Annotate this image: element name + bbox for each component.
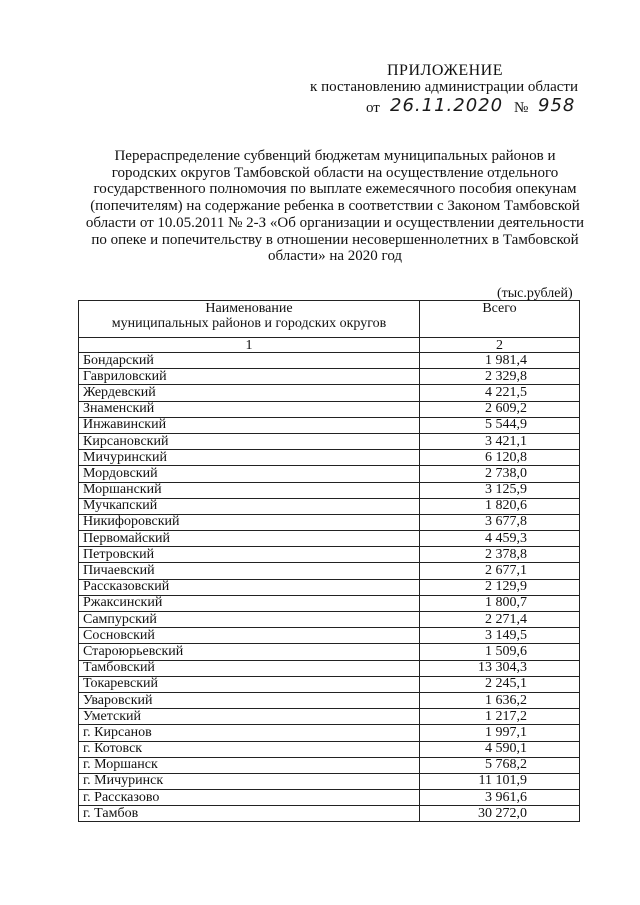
district-total: 2 329,8 bbox=[420, 369, 580, 385]
district-name: Никифоровский bbox=[79, 514, 420, 530]
district-name: Первомайский bbox=[79, 531, 420, 547]
table-row bbox=[79, 628, 580, 644]
district-name: г. Моршанск bbox=[79, 757, 420, 773]
district-total: 2 738,0 bbox=[420, 466, 580, 482]
district-name: Уваровский bbox=[79, 692, 420, 708]
title-line: государственного полномочия по выплате ежемесячного пособия опекунам bbox=[93, 181, 577, 198]
table-row bbox=[79, 369, 580, 385]
title-line: (попечителям) на содержание ребенка в соответствии с Законом Тамбовской bbox=[90, 198, 580, 215]
district-total: 4 590,1 bbox=[420, 741, 580, 757]
number-handwritten: 958 bbox=[538, 95, 576, 116]
district-name: Рассказовский bbox=[79, 579, 420, 595]
district-name: Уметский bbox=[79, 709, 420, 725]
district-total: 1 800,7 bbox=[420, 595, 580, 611]
table-row bbox=[79, 725, 580, 741]
title-line: области от 10.05.2011 № 2-З «Об организации и осуществлении деятельности bbox=[85, 214, 585, 231]
table-row bbox=[79, 482, 580, 498]
table-header-row bbox=[79, 301, 580, 338]
table-row bbox=[79, 644, 580, 660]
subsidy-table bbox=[78, 300, 580, 822]
district-total: 4 459,3 bbox=[420, 531, 580, 547]
title-line: области» на 2020 год bbox=[267, 248, 403, 265]
header-name bbox=[79, 301, 420, 338]
district-name: г. Кирсанов bbox=[79, 725, 420, 741]
district-name: Моршанский bbox=[79, 482, 420, 498]
district-name: Ржаксинский bbox=[79, 595, 420, 611]
document-title bbox=[80, 148, 590, 265]
district-total: 1 509,6 bbox=[420, 644, 580, 660]
district-total: 2 677,1 bbox=[420, 563, 580, 579]
table-row bbox=[79, 579, 580, 595]
table-row bbox=[79, 353, 580, 369]
table-row bbox=[79, 790, 580, 806]
header-name-line: Наименование bbox=[205, 301, 293, 316]
district-name: Знаменский bbox=[79, 401, 420, 417]
number-label: № bbox=[514, 100, 529, 116]
district-total: 13 304,3 bbox=[420, 660, 580, 676]
date-label: от bbox=[366, 100, 380, 116]
district-total: 2 245,1 bbox=[420, 676, 580, 692]
district-total: 5 768,2 bbox=[420, 757, 580, 773]
header-total: Всего bbox=[420, 301, 580, 338]
table-row bbox=[79, 514, 580, 530]
district-name: Мучкапский bbox=[79, 498, 420, 514]
table-row bbox=[79, 709, 580, 725]
district-total: 2 129,9 bbox=[420, 579, 580, 595]
district-total: 1 636,2 bbox=[420, 692, 580, 708]
district-name: Сосновский bbox=[79, 628, 420, 644]
date-handwritten: 26.11.2020 bbox=[390, 95, 504, 116]
district-total: 6 120,8 bbox=[420, 450, 580, 466]
table-row bbox=[79, 773, 580, 789]
appendix-title: ПРИЛОЖЕНИЕ bbox=[386, 62, 503, 79]
appendix-subtitle: к постановлению администрации области bbox=[310, 79, 578, 95]
table-row bbox=[79, 401, 580, 417]
district-total: 2 271,4 bbox=[420, 612, 580, 628]
district-total: 2 378,8 bbox=[420, 547, 580, 563]
table-row bbox=[79, 450, 580, 466]
district-name: Инжавинский bbox=[79, 417, 420, 433]
column-number: 2 bbox=[420, 338, 580, 353]
district-name: г. Тамбов bbox=[79, 806, 420, 822]
district-name: Жердевский bbox=[79, 385, 420, 401]
table-row bbox=[79, 612, 580, 628]
table-row bbox=[79, 385, 580, 401]
table-row bbox=[79, 595, 580, 611]
table-body bbox=[79, 353, 580, 822]
column-number-row bbox=[79, 338, 580, 353]
district-total: 5 544,9 bbox=[420, 417, 580, 433]
district-total: 1 997,1 bbox=[420, 725, 580, 741]
table-row bbox=[79, 563, 580, 579]
district-total: 1 981,4 bbox=[420, 353, 580, 369]
district-total: 4 221,5 bbox=[420, 385, 580, 401]
table-row bbox=[79, 498, 580, 514]
district-name: Бондарский bbox=[79, 353, 420, 369]
table-row bbox=[79, 466, 580, 482]
district-name: г. Рассказово bbox=[79, 790, 420, 806]
units-label: (тыс.рублей) bbox=[497, 286, 573, 301]
district-total: 11 101,9 bbox=[420, 773, 580, 789]
district-name: Петровский bbox=[79, 547, 420, 563]
table-row bbox=[79, 757, 580, 773]
district-name: Староюрьевский bbox=[79, 644, 420, 660]
district-name: Мичуринский bbox=[79, 450, 420, 466]
district-name: Пичаевский bbox=[79, 563, 420, 579]
district-total: 3 125,9 bbox=[420, 482, 580, 498]
table-row bbox=[79, 531, 580, 547]
header-name-line: муниципальных районов и городских округов bbox=[111, 316, 387, 331]
title-line: Перераспределение субвенций бюджетам муниципальных районов и bbox=[114, 148, 556, 164]
district-total: 1 217,2 bbox=[420, 709, 580, 725]
district-total: 3 149,5 bbox=[420, 628, 580, 644]
title-line: по опеке и попечительству в отношении несовершеннолетних в Тамбовской bbox=[91, 231, 579, 248]
column-number: 1 bbox=[79, 338, 420, 353]
appendix-date-line bbox=[300, 97, 590, 119]
table-row bbox=[79, 741, 580, 757]
district-name: Токаревский bbox=[79, 676, 420, 692]
table-row bbox=[79, 417, 580, 433]
district-name: Кирсановский bbox=[79, 433, 420, 449]
district-name: г. Мичуринск bbox=[79, 773, 420, 789]
table-row bbox=[79, 806, 580, 822]
district-name: г. Котовск bbox=[79, 741, 420, 757]
district-total: 2 609,2 bbox=[420, 401, 580, 417]
district-name: Мордовский bbox=[79, 466, 420, 482]
title-line: городских округов Тамбовской области на осуществление отдельного bbox=[111, 164, 559, 181]
table-row bbox=[79, 660, 580, 676]
district-total: 3 961,6 bbox=[420, 790, 580, 806]
district-name: Сампурский bbox=[79, 612, 420, 628]
table-row bbox=[79, 547, 580, 563]
appendix-block bbox=[300, 62, 590, 119]
district-total: 3 677,8 bbox=[420, 514, 580, 530]
table-row bbox=[79, 692, 580, 708]
table-row bbox=[79, 676, 580, 692]
district-name: Тамбовский bbox=[79, 660, 420, 676]
table-row bbox=[79, 433, 580, 449]
district-total: 3 421,1 bbox=[420, 433, 580, 449]
district-name: Гавриловский bbox=[79, 369, 420, 385]
district-total: 1 820,6 bbox=[420, 498, 580, 514]
district-total: 30 272,0 bbox=[420, 806, 580, 822]
